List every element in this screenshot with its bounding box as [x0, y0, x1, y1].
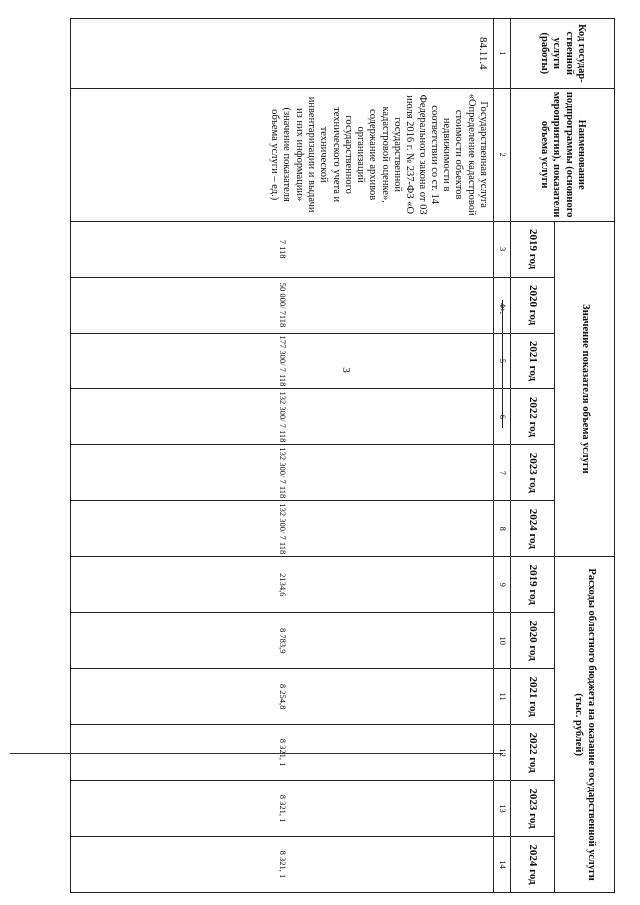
volume-value: 177 300/ 7 118 [71, 333, 494, 389]
column-number: 8 [494, 501, 511, 557]
year-header: 2020 год [511, 613, 555, 669]
column-number: 12 [494, 725, 511, 781]
year-header: 2023 год [511, 445, 555, 501]
header-name: Наименование подпрограммы (основного мероприятия), показатели объема услуги [511, 88, 615, 221]
column-number: 4 [494, 277, 511, 333]
header-expense-group: Расходы областного бюджета на оказание государственной услуги (тыс. рублей) [555, 557, 615, 893]
column-number: 9 [494, 557, 511, 613]
expense-value: 8 783,9 [71, 613, 494, 669]
expense-value: 8 321, 1 [71, 781, 494, 837]
service-volume-table [70, 18, 615, 893]
column-number: 3 [494, 221, 511, 277]
column-number: 5 [494, 333, 511, 389]
year-header: 2022 год [511, 725, 555, 781]
column-number: 6 [494, 389, 511, 445]
year-header: 2021 год [511, 333, 555, 389]
table-container [70, 18, 615, 893]
column-number: 2 [494, 88, 511, 221]
year-header: 2024 год [511, 836, 555, 892]
closing-quote: ». [497, 306, 509, 315]
expense-value: 8 321, 1 [71, 836, 494, 892]
service-code: 84.11.4 [71, 19, 494, 89]
service-name: Государственная услуга «Определение кадастровой стоимости объектов недвижимости в соответствии со ст. 14 Федерального закона от 03 июля 2016 г. № 237-ФЗ «О государственной кадастровой оценке», содержание архивов организаций государственного технического учета и технической инвентаризации и выдачи из них информации» (значение показателя объема услуги – ед.) [71, 88, 494, 221]
table-row [71, 19, 494, 893]
volume-value: 50 000/ 7118 [71, 277, 494, 333]
year-header: 2020 год [511, 277, 555, 333]
volume-value: 132 300/ 7 118 [71, 501, 494, 557]
expense-value: 8 321, 1 [71, 725, 494, 781]
year-header: 2024 год [511, 501, 555, 557]
column-number: 7 [494, 445, 511, 501]
column-number: 13 [494, 781, 511, 837]
header-volume-group: Значение показателя объема услуги [555, 221, 615, 557]
year-header: 2023 год [511, 781, 555, 837]
year-header: 2021 год [511, 669, 555, 725]
column-number: 11 [494, 669, 511, 725]
column-number: 10 [494, 613, 511, 669]
year-header: 2022 год [511, 389, 555, 445]
volume-value: 132 300/ 7 118 [71, 445, 494, 501]
year-header: 2019 год [511, 221, 555, 277]
year-header: 2019 год [511, 557, 555, 613]
volume-value: 132 300/ 7 118 [71, 389, 494, 445]
page-number: 3 [339, 367, 352, 373]
expense-value: 8 254,8 [71, 669, 494, 725]
volume-value: 7 118 [71, 221, 494, 277]
expense-value: 2134,6 [71, 557, 494, 613]
column-number: 1 [494, 19, 511, 89]
column-number: 14 [494, 836, 511, 892]
header-code: Код государ-ственной услуги (работы) [511, 19, 615, 89]
